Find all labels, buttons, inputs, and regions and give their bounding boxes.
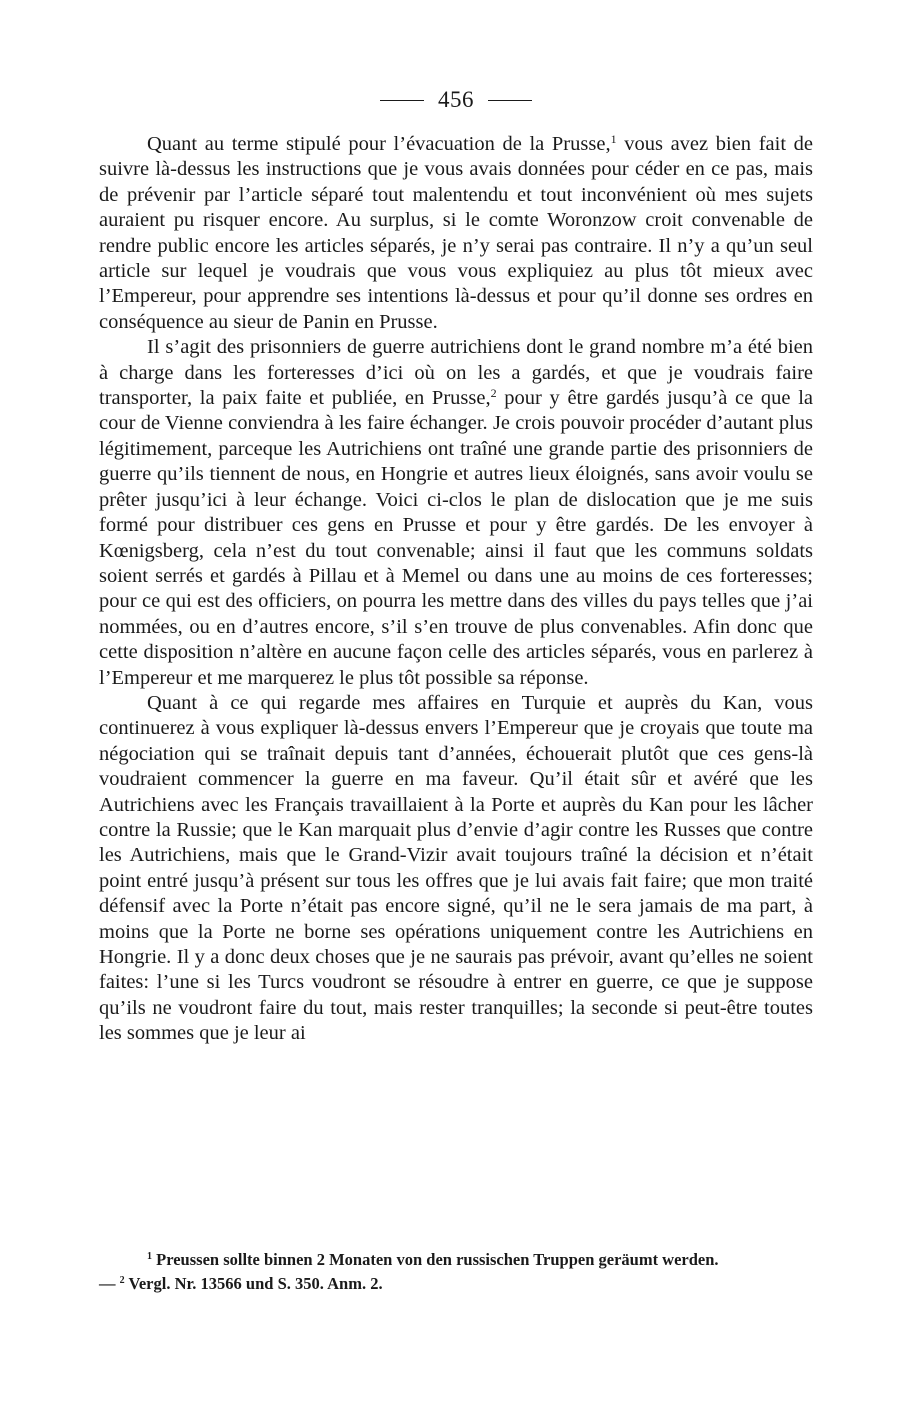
paragraph	[99, 132, 813, 335]
footnote-text-1: Preussen sollte binnen 2 Monaten von den russischen Truppen geräumt werden.	[152, 1250, 719, 1269]
paragraph-text: Il s’agit des prisonniers de guerre autrichiens dont le grand nombre m’a été bien à charge dans les forteresses d’ici où on les a gardés, et que je voudrais faire transporter, la paix faite et publiée, en Prusse,	[99, 336, 813, 410]
page-header	[99, 80, 813, 120]
footnotes	[99, 1248, 813, 1296]
paragraph-text: Quant à ce qui regarde mes affaires en Turquie et auprès du Kan, vous continuerez à vous expliquer là-dessus envers l’Empereur que je croyais que toute ma négociation qui se traînait depuis tant d’années, échouerait plutôt que ces gens-là voudraient commencer la guerre en ma faveur. Qu’il était sûr et avéré que les Autrichiens avec les Français travaillaient à la Porte et auprès du Kan pour les lâcher contre la Russie; que le Kan marquait plus d’envie d’agir contre les Russes que contre les Autrichiens, mais que le Grand-Vizir avait toujours traîné la décision et n’était point entré jusqu’à présent sur tous les offres que je lui avais fait faire; que mon traité défensif avec la Porte n’était pas encore signé, qu’il ne le sera jamais de ma part, à moins que la Porte ne borne ses opérations uniquement contre les Autrichiens en Hongrie. Il y a donc deux choses que je ne saurais pas prévoir, avant qu’elles ne soient faites: l’une si les Turcs voudront se résoudre à entrer en guerre, ce que je suppose qu’ils ne voudront faire du tout, mais rester tranquilles; la seconde si peut-être toutes les sommes que je leur ai	[99, 691, 813, 1045]
footnote-ref-1: 1	[610, 132, 617, 146]
footnote-dash: —	[99, 1274, 120, 1293]
paragraph-text: vous avez bien fait de suivre là-dessus les instructions que je vous avais données pour céder en ce pas, mais de prévenir par l’article séparé tout malentendu et tout inconvénient où mes sujets auraient pu risquer encore. Au surplus, si le comte Woronzow croit convenable de rendre public encore les articles séparés, je n’y serai pas contraire. Il n’y a qu’un seul article sur lequel je voudrais que vous vous expliquiez au plus tôt mieux avec l’Empereur, pour apprendre ses intentions là-dessus et pour qu’il donne ses ordres en conséquence au sieur de Panin en Prusse.	[99, 133, 814, 333]
paragraph-text: pour y être gardés jusqu’à ce que la cour de Vienne conviendra à les faire échanger. Je crois pouvoir procéder d’autant plus légitimement, parceque les Autrichiens ont traîné une grande partie des prisonniers de guerre qu’ils tiennent de nous, en Hongrie et autres lieux éloignés, sans avoir voulu se prêter jusqu’ici à leur échange. Voici ci-clos le plan de dislocation que je me suis formé pour distribuer ces gens en Prusse et pour y être gardés. De les envoyer à Kœnigsberg, cela n’est du tout convenable; ainsi il faut que les communs soldats soient serrés et gardés à Pillau et à Memel ou dans une au moins de ces forteresses; pour ce qui est des officiers, on pourra les mettre dans des villes du pays telles que j’ai nommées, ou en d’autres encore, s’il s’en trouve de plus convenables. Afin donc que cette disposition n’altère en aucune façon celle des articles séparés, vous en parlerez à l’Empereur et me marquerez le plus tôt possible sa réponse.	[99, 387, 813, 689]
paragraph	[99, 335, 813, 691]
paragraph	[99, 691, 813, 1047]
footnote-1	[99, 1248, 813, 1272]
footnote-2	[99, 1272, 813, 1296]
page	[99, 80, 813, 1047]
header-rule-left	[380, 100, 424, 101]
page-number: 456	[438, 87, 474, 112]
header-rule-right	[488, 100, 532, 101]
footnote-mark-1: 1	[147, 1251, 152, 1262]
body-text	[99, 132, 813, 1047]
footnote-mark-2: 2	[119, 1275, 125, 1286]
footnote-text-2: Vergl. Nr. 13566 und S. 350. Anm. 2.	[124, 1274, 383, 1293]
paragraph-text: Quant au terme stipulé pour l’évacuation de la Prusse,	[147, 133, 611, 155]
footnote-ref-2: 2	[490, 386, 497, 401]
